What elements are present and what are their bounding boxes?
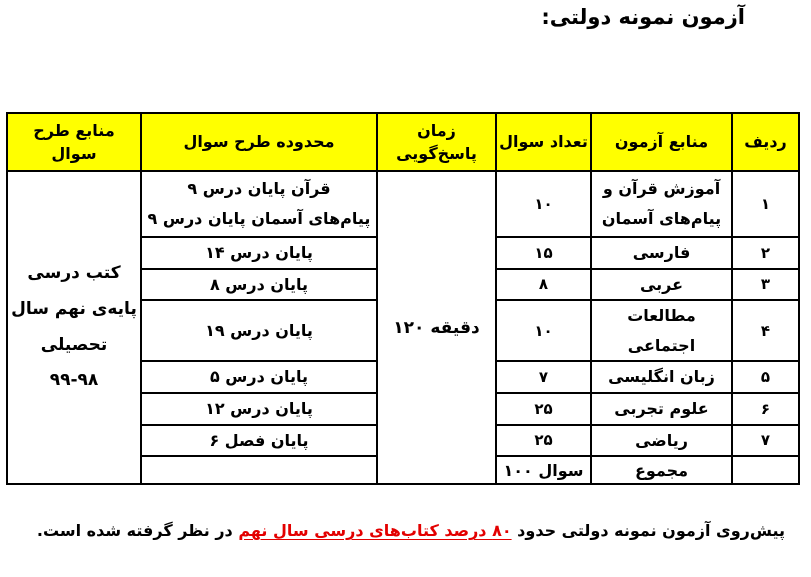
cell-row-number: ۶ — [732, 393, 799, 425]
subject-line: پیام‌های آسمان — [601, 209, 722, 228]
cell-subject — [591, 171, 732, 237]
cell-row-number: ۴ — [732, 300, 799, 361]
header-exam-sources: منابع آزمون — [591, 113, 732, 171]
page-title: آزمون نمونه دولتی: — [541, 5, 745, 29]
header-answer-time-line1: زمان — [417, 120, 456, 140]
cell-range: پایان درس ۱۲ — [141, 393, 377, 425]
header-row — [7, 113, 799, 171]
header-question-count: تعداد سوال — [496, 113, 591, 171]
sources-line: کتب درسی — [27, 263, 121, 284]
table-row — [7, 171, 799, 237]
footnote — [37, 521, 785, 540]
cell-row-number: ۱ — [732, 171, 799, 237]
cell-question-count: ۸ — [496, 269, 591, 301]
cell-row-number: ۳ — [732, 269, 799, 301]
footnote-text-after: در نظر گرفته شده است. — [36, 521, 239, 540]
cell-row-number: ۲ — [732, 237, 799, 269]
cell-subject: عربی — [591, 269, 732, 301]
cell-range: پایان فصل ۶ — [141, 425, 377, 457]
cell-range: پایان درس ۵ — [141, 361, 377, 393]
cell-range-empty — [141, 456, 377, 484]
header-answer-time-line2: پاسخ‌گویی — [396, 144, 477, 163]
cell-question-count: ۱۰ — [496, 300, 591, 361]
cell-subject: مطالعات اجتماعی — [591, 300, 732, 361]
cell-question-count: ۲۵ — [496, 393, 591, 425]
cell-subject: علوم تجربی — [591, 393, 732, 425]
cell-subject: فارسی — [591, 237, 732, 269]
cell-row-number-empty — [732, 456, 799, 484]
cell-row-number: ۷ — [732, 425, 799, 457]
cell-question-count: ۲۵ — [496, 425, 591, 457]
sources-line: ۹۹-۹۸ — [49, 370, 99, 391]
header-question-range: محدوده طرح سوال — [141, 113, 377, 171]
footnote-highlight: ۸۰ درصد کتاب‌های درسی سال نهم — [238, 521, 512, 540]
header-answer-time — [377, 113, 496, 171]
cell-subject: ریاضی — [591, 425, 732, 457]
cell-time: ۱۲۰ دقیقه — [377, 171, 496, 484]
header-radif: ردیف — [732, 113, 799, 171]
sources-line: پایه‌ی نهم سال — [11, 298, 137, 319]
cell-total-count: ۱۰۰ سوال — [496, 456, 591, 484]
cell-row-number: ۵ — [732, 361, 799, 393]
cell-sources — [7, 171, 141, 484]
cell-question-count: ۷ — [496, 361, 591, 393]
cell-question-count: ۱۵ — [496, 237, 591, 269]
cell-range — [141, 171, 377, 237]
range-line: پیام‌های آسمان پایان درس ۹ — [147, 209, 371, 228]
footnote-text-before: پیش‌روی آزمون نمونه دولتی حدود — [511, 521, 785, 540]
range-line: قرآن پایان درس ۹ — [187, 178, 331, 198]
cell-subject: زبان انگلیسی — [591, 361, 732, 393]
subject-line: آموزش قرآن و — [602, 178, 721, 198]
sources-line: تحصیلی — [40, 334, 108, 355]
header-question-sources: منابع طرح سوال — [7, 113, 141, 171]
cell-question-count: ۱۰ — [496, 171, 591, 237]
cell-range: پایان درس ۸ — [141, 269, 377, 301]
cell-range: پایان درس ۱۴ — [141, 237, 377, 269]
cell-total-label: مجموع — [591, 456, 732, 484]
cell-range: پایان درس ۱۹ — [141, 300, 377, 361]
exam-table — [6, 112, 800, 485]
